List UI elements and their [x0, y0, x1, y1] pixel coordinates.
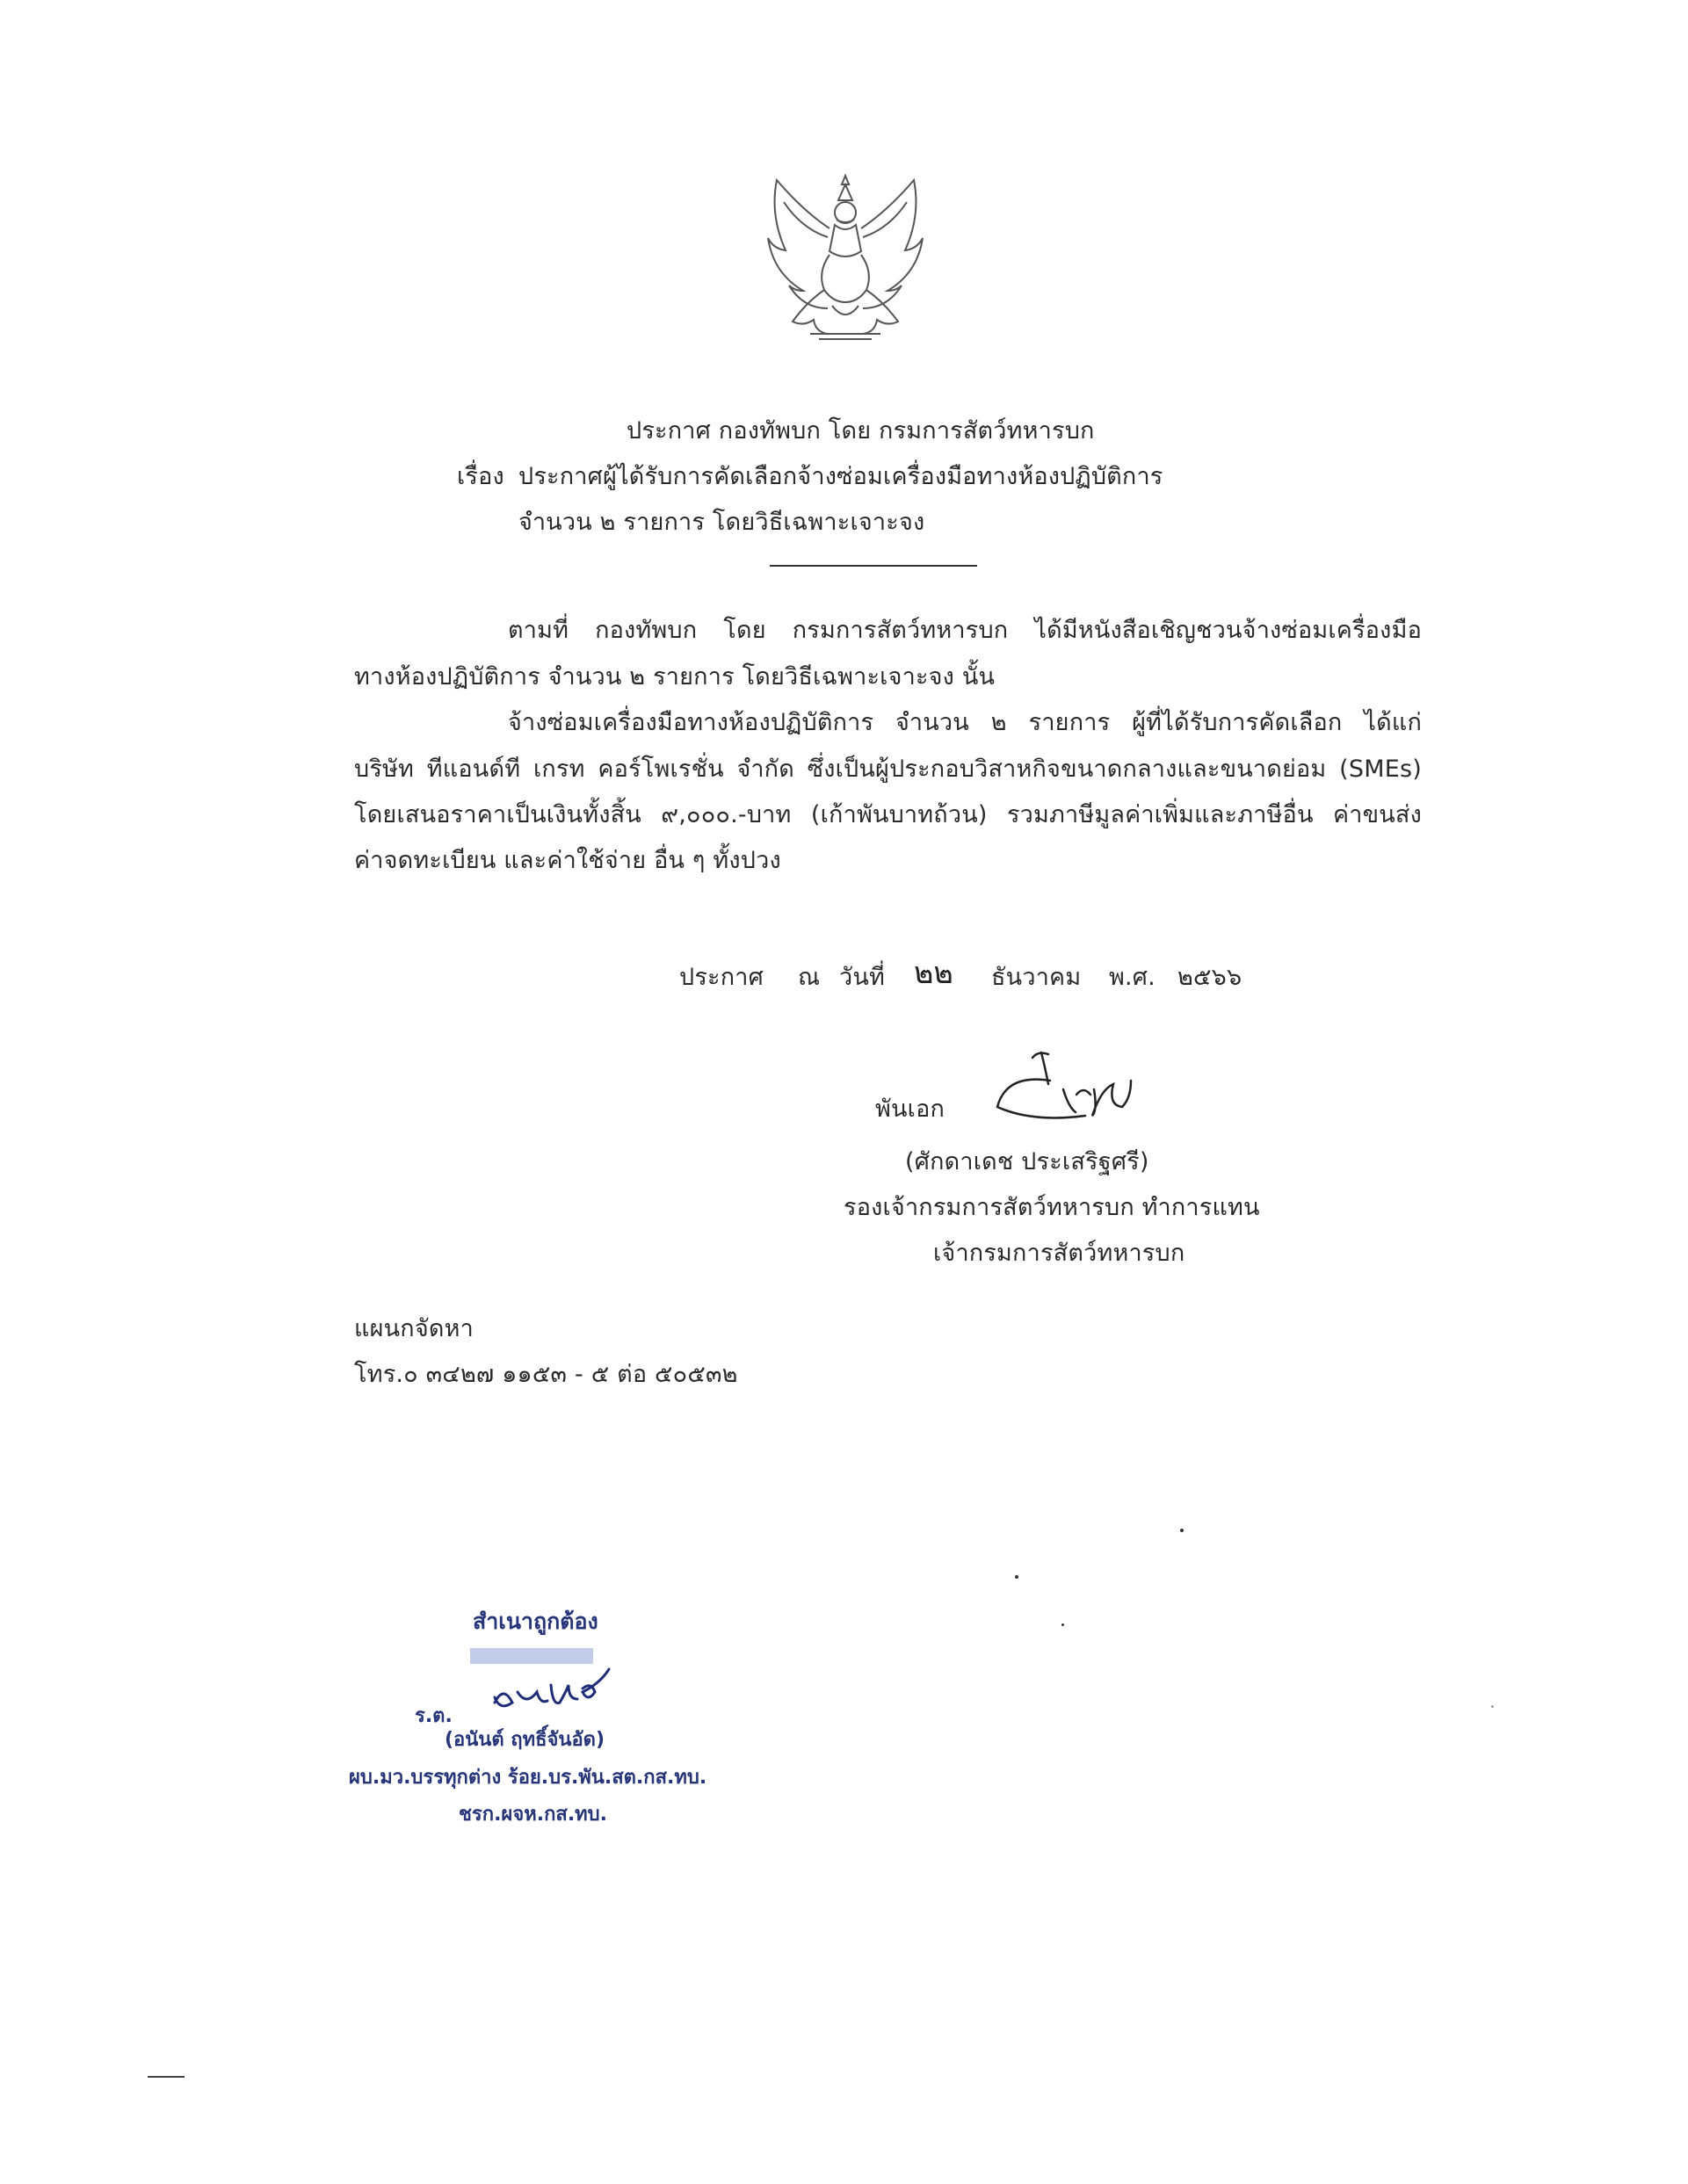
certified-position-1: ผบ.มว.บรรทุกต่าง ร้อย.บร.พัน.สต.กส.ทบ. [349, 1767, 707, 1789]
signatory-position-1: รองเจ้ากรมการสัตว์ทหารบก ทำการแทน [844, 1194, 1260, 1221]
date-month: ธันวาคม [991, 964, 1082, 991]
body-p2-line2: บริษัท ทีแอนด์ที เกรท คอร์โพเรชั่น จำกัด ซึ่งเป็นผู้ประกอบวิสาหกิจขนาดกลางและขนาดย่อม (SMEs) [354, 756, 1422, 783]
subject-continuation: จำนวน ๒ รายการ โดยวิธีเฉพาะเจาะจง [518, 509, 925, 536]
date-year: ๒๕๖๖ [1177, 964, 1242, 991]
body-p2-line1: จ้างซ่อมเครื่องมือทางห้องปฏิบัติการ จำนวน ๒ รายการ ผู้ที่ได้รับการคัดเลือก ได้แก่ [508, 709, 1422, 736]
certified-copy-title: สำเนาถูกต้อง [473, 1609, 598, 1634]
scan-speck [1015, 1575, 1018, 1579]
contact-phone: โทร.๐ ๓๔๒๗ ๑๑๕๓ - ๕ ต่อ ๕๐๕๓๒ [354, 1361, 738, 1388]
certified-rank: ร.ต. [415, 1705, 453, 1727]
scan-speck [1061, 1624, 1064, 1626]
body-p2-line4: ค่าจดทะเบียน และค่าใช้จ่าย อื่น ๆ ทั้งปวง [354, 847, 781, 874]
signature-icon [989, 1045, 1173, 1133]
date-prefix: ประกาศ [679, 964, 764, 991]
date-year-label: พ.ศ. [1109, 964, 1156, 991]
subject-label: เรื่อง [457, 463, 504, 490]
body-p1-line1: ตามที่ กองทัพบก โดย กรมการสัตว์ทหารบก ได้มีหนังสือเชิญชวนจ้างซ่อมเครื่องมือ [508, 617, 1422, 644]
scan-speck [1491, 1705, 1494, 1708]
body-p1-line2: ทางห้องปฏิบัติการ จำนวน ๒ รายการ โดยวิธีเฉพาะเจาะจง นั้น [354, 663, 996, 691]
date-at: ณ [798, 964, 821, 991]
scan-mark [148, 2076, 185, 2078]
scan-speck [1180, 1529, 1184, 1532]
certified-name: (อนันต์ ฤทธิ์จันอัด) [445, 1729, 605, 1751]
garuda-emblem-icon [757, 167, 933, 351]
body-p2-line3: โดยเสนอราคาเป็นเงินทั้งสิ้น ๙,๐๐๐.-บาท (เก้าพันบาทถ้วน) รวมภาษีมูลค่าเพิ่มและภาษีอื่น ค่าขนส่ง [354, 801, 1422, 828]
announcement-title: ประกาศ กองทัพบก โดย กรมการสัตว์ทหารบก [627, 417, 1095, 445]
subject-text: ประกาศผู้ได้รับการคัดเลือกจ้างซ่อมเครื่องมือทางห้องปฏิบัติการ [518, 463, 1163, 490]
certified-position-2: ชรก.ผจห.กส.ทบ. [459, 1804, 607, 1826]
signatory-rank: พันเอก [875, 1096, 945, 1123]
signatory-position-2: เจ้ากรมการสัตว์ทหารบก [933, 1240, 1185, 1267]
header-divider [770, 565, 977, 567]
date-day: ๒๒ [914, 956, 953, 991]
contact-department: แผนกจัดหา [354, 1315, 474, 1342]
certified-signature-icon [488, 1659, 637, 1720]
signatory-name: (ศักดาเดช ประเสริฐศรี) [905, 1148, 1149, 1175]
date-day-label: วันที่ [839, 964, 886, 991]
